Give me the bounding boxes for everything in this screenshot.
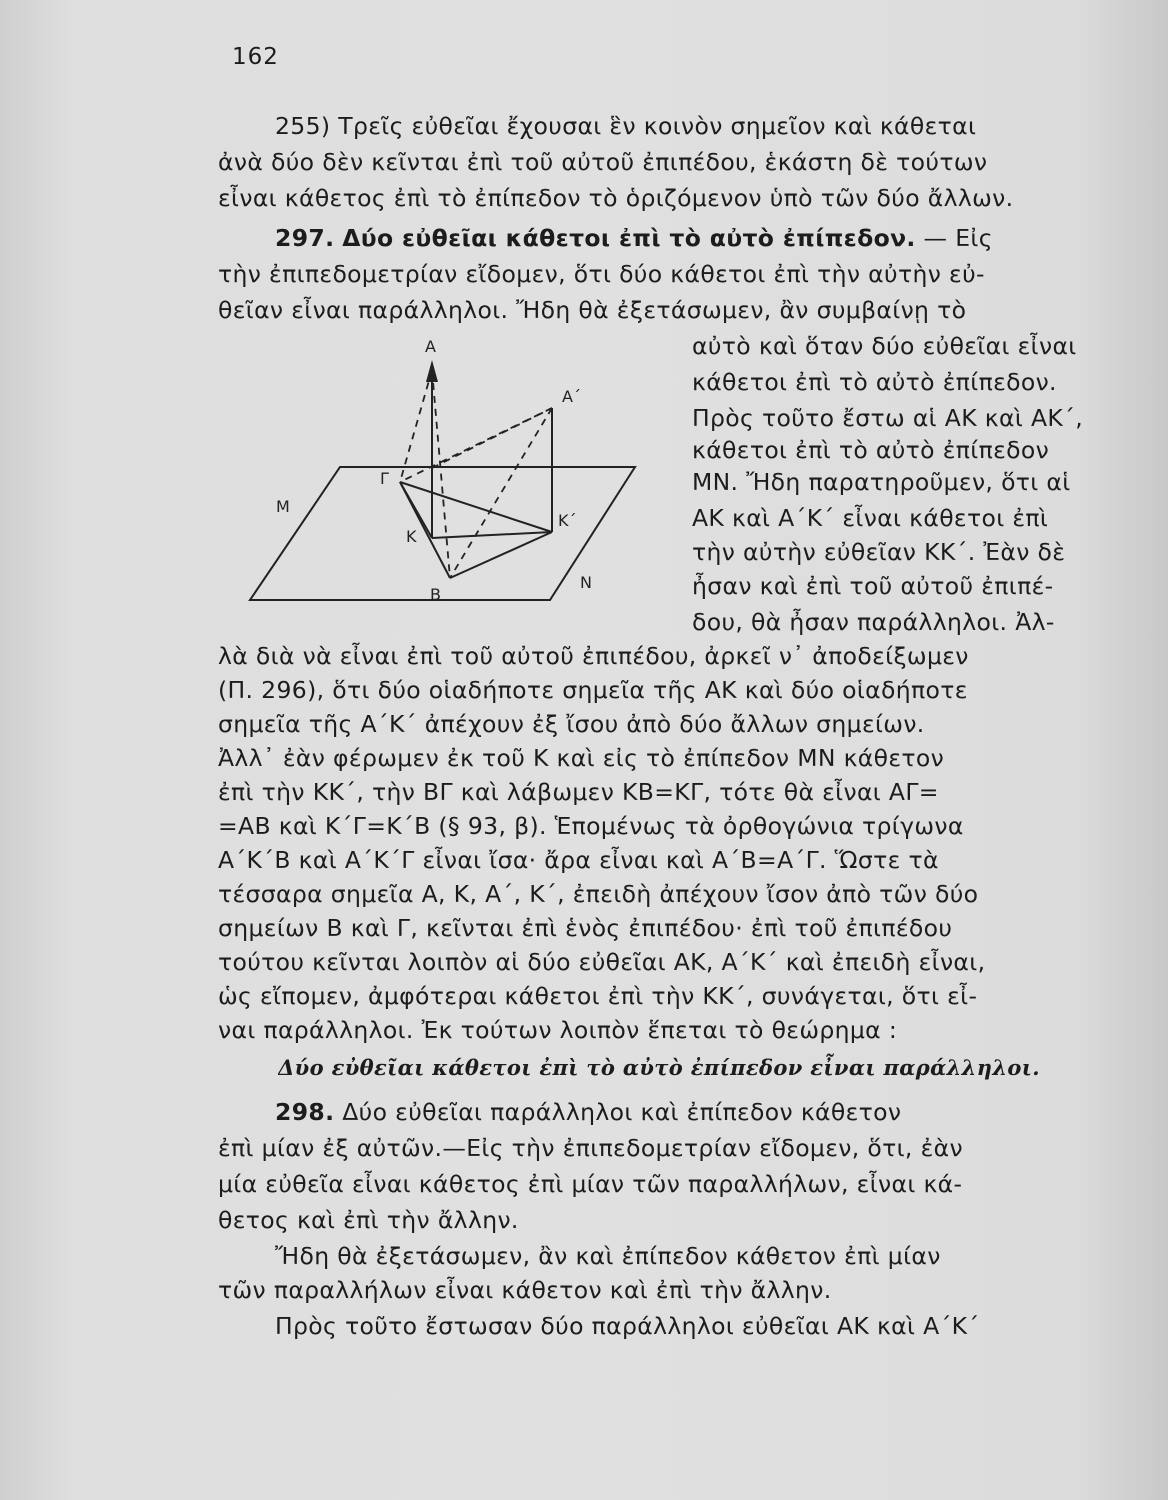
page-number: 162 <box>232 44 279 70</box>
section-297-line-2: θεῖαν εἶναι παράλληλοι. Ἤδη θὰ ἐξετάσωμεν, ἂν συμβαίνῃ τὸ <box>218 296 967 324</box>
segment-k-k-prime <box>432 532 552 538</box>
section-298-para2-1: Ἤδη θὰ ἐξετάσωμεν, ἂν καὶ ἐπίπεδον κάθετον ἐπὶ μίαν <box>275 1242 941 1270</box>
section-297-after-9: σημείων Β καὶ Γ, κεῖνται ἐπὶ ἑνὸς ἐπιπέδου· ἐπὶ τοῦ ἐπιπέδου <box>218 914 953 942</box>
section-297-line-1: τὴν ἐπιπεδομετρίαν εἴδομεν, ὅτι δύο κάθετοι ἐπὶ τὴν αὐτὴν εὐ- <box>218 260 985 288</box>
section-297-after-5: ἐπὶ τὴν ΚΚ΄, τὴν ΒΓ καὶ λάβωμεν ΚΒ=ΚΓ, τότε θὰ εἶναι ΑΓ= <box>218 778 939 806</box>
label-k-prime: Κ΄ <box>558 511 577 530</box>
section-297-after-2: (Π. 296), ὅτι δύο οἱαδήποτε σημεῖα τῆς ΑΚ καὶ δύο οἱαδήποτε <box>218 676 968 704</box>
section-298-title-line-2: ἐπὶ μίαν ἐξ αὐτῶν. <box>218 1134 443 1162</box>
section-297-narrow-2: κάθετοι ἐπὶ τὸ αὐτὸ ἐπίπεδον. <box>692 368 1057 396</box>
section-297-narrow-5: ΜΝ. Ἤδη παρατηροῦμεν, ὅτι αἱ <box>692 468 1071 496</box>
arrowhead-a <box>426 360 438 382</box>
section-297-heading <box>275 222 1153 254</box>
section-297-narrow-7: τὴν αὐτὴν εὐθεῖαν ΚΚ΄. Ἐὰν δὲ <box>692 538 1066 566</box>
dashed-a-g <box>400 370 432 482</box>
exercise-255-line-3: εἶναι κάθετος ἐπὶ τὸ ἐπίπεδον τὸ ὁριζόμενον ὑπὸ τῶν δύο ἄλλων. <box>218 184 1014 212</box>
section-297-after-3: σημεῖα τῆς Α΄Κ΄ ἀπέχουν ἐξ ἴσου ἀπὸ δύο ἄλλων σημείων. <box>218 710 925 738</box>
section-297-narrow-6: ΑΚ καὶ Α΄Κ΄ εἶναι κάθετοι ἐπὶ <box>692 504 1049 532</box>
section-297-after-7: Α΄Κ΄Β καὶ Α΄Κ΄Γ εἶναι ἴσα· ἄρα εἶναι καὶ Α΄Β=Α΄Γ. Ὥστε τὰ <box>218 846 939 874</box>
section-297-title-tail: — Εἰς <box>923 224 993 252</box>
section-297-after-8: τέσσαρα σημεῖα Α, Κ, Α΄, Κ΄, ἐπειδὴ ἀπέχουν ἴσον ἀπὸ τῶν δύο <box>218 880 979 908</box>
section-298-line-3: μία εὐθεῖα εἶναι κάθετος ἐπὶ μίαν τῶν παραλλήλων, εἶναι κά- <box>218 1170 963 1198</box>
section-297-after-10: τούτου κεῖνται λοιπὸν αἱ δύο εὐθεῖαι ΑΚ, Α΄Κ΄ καὶ ἐπειδὴ εἶναι, <box>218 948 986 976</box>
section-297-narrow-8: ἦσαν καὶ ἐπὶ τοῦ αὐτοῦ ἐπιπέ- <box>692 572 1054 600</box>
section-297-after-1: λὰ διὰ νὰ εἶναι ἐπὶ τοῦ αὐτοῦ ἐπιπέδου, ἀρκεῖ ν᾽ ἀποδείξωμεν <box>218 642 969 670</box>
section-297-number: 297. <box>275 224 335 252</box>
section-297-after-6: =ΑΒ καὶ Κ΄Γ=Κ΄Β (§ 93, β). Ἑπομένως τὰ ὀρθογώνια τρίγωνα <box>218 812 964 840</box>
section-298-para2-2: τῶν παραλλήλων εἶναι κάθετον καὶ ἐπὶ τὴν ἄλλην. <box>218 1276 832 1304</box>
exercise-255-line-1: 255) Τρεῖς εὐθεῖαι ἔχουσαι ἓν κοινὸν σημεῖον καὶ κάθεται <box>275 112 977 140</box>
label-b: Β <box>430 585 441 604</box>
label-a: Α <box>425 337 436 356</box>
section-298-title-line-1: Δύο εὐθεῖαι παράλληλοι καὶ ἐπίπεδον κάθετον <box>342 1098 902 1126</box>
section-297-narrow-9: δου, θὰ ἦσαν παράλληλοι. Ἀλ- <box>692 608 1055 636</box>
section-297-after-11: ὡς εἴπομεν, ἀμφότεραι κάθετοι ἐπὶ τὴν ΚΚ΄, συνάγεται, ὅτι εἶ- <box>218 982 978 1010</box>
section-297-after-4: Ἀλλ᾽ ἐὰν φέρωμεν ἐκ τοῦ Κ καὶ εἰς τὸ ἐπίπεδον ΜΝ κάθετον <box>218 744 945 772</box>
section-297-narrow-1: αὐτὸ καὶ ὅταν δύο εὐθεῖαι εἶναι <box>692 332 1077 360</box>
section-298-para3: Πρὸς τοῦτο ἔστωσαν δύο παράλληλοι εὐθεῖαι ΑΚ καὶ Α΄Κ΄ <box>275 1312 980 1340</box>
label-g: Γ <box>380 469 389 488</box>
section-298-heading <box>275 1096 1153 1128</box>
section-298-number: 298. <box>275 1098 335 1126</box>
section-298-line-4: θετος καὶ ἐπὶ τὴν ἄλλην. <box>218 1206 519 1234</box>
section-297-after-12: ναι παράλληλοι. Ἐκ τούτων λοιπὸν ἕπεται τὸ θεώρημα : <box>218 1016 898 1044</box>
label-n: Ν <box>580 573 592 592</box>
exercise-255-line-2: ἀνὰ δύο δὲν κεῖνται ἐπὶ τοῦ αὐτοῦ ἐπιπέδου, ἑκάστη δὲ τούτων <box>218 148 988 176</box>
geometry-figure <box>240 330 660 630</box>
label-m: Μ <box>276 497 290 516</box>
section-298-line-2 <box>218 1132 1153 1164</box>
theorem-297: Δύο εὐθεῖαι κάθετοι ἐπὶ τὸ αὐτὸ ἐπίπεδον εἶναι παράλληλοι. <box>278 1055 1040 1080</box>
section-297-narrow-3: Πρὸς τοῦτο ἔστω αἱ ΑΚ καὶ ΑΚ΄, <box>692 404 1084 432</box>
label-k: Κ <box>406 527 417 546</box>
section-297-title: Δύο εὐθεῖαι κάθετοι ἐπὶ τὸ αὐτὸ ἐπίπεδον. <box>342 224 916 252</box>
label-a-prime: Α΄ <box>562 387 581 406</box>
segment-b-k-prime <box>450 532 552 578</box>
section-297-narrow-4: κάθετοι ἐπὶ τὸ αὐτὸ ἐπίπεδον <box>692 436 1050 464</box>
section-298-title-rest: —Εἰς τὴν ἐπιπεδομετρίαν εἴδομεν, ὅτι, ἐὰν <box>442 1134 963 1162</box>
